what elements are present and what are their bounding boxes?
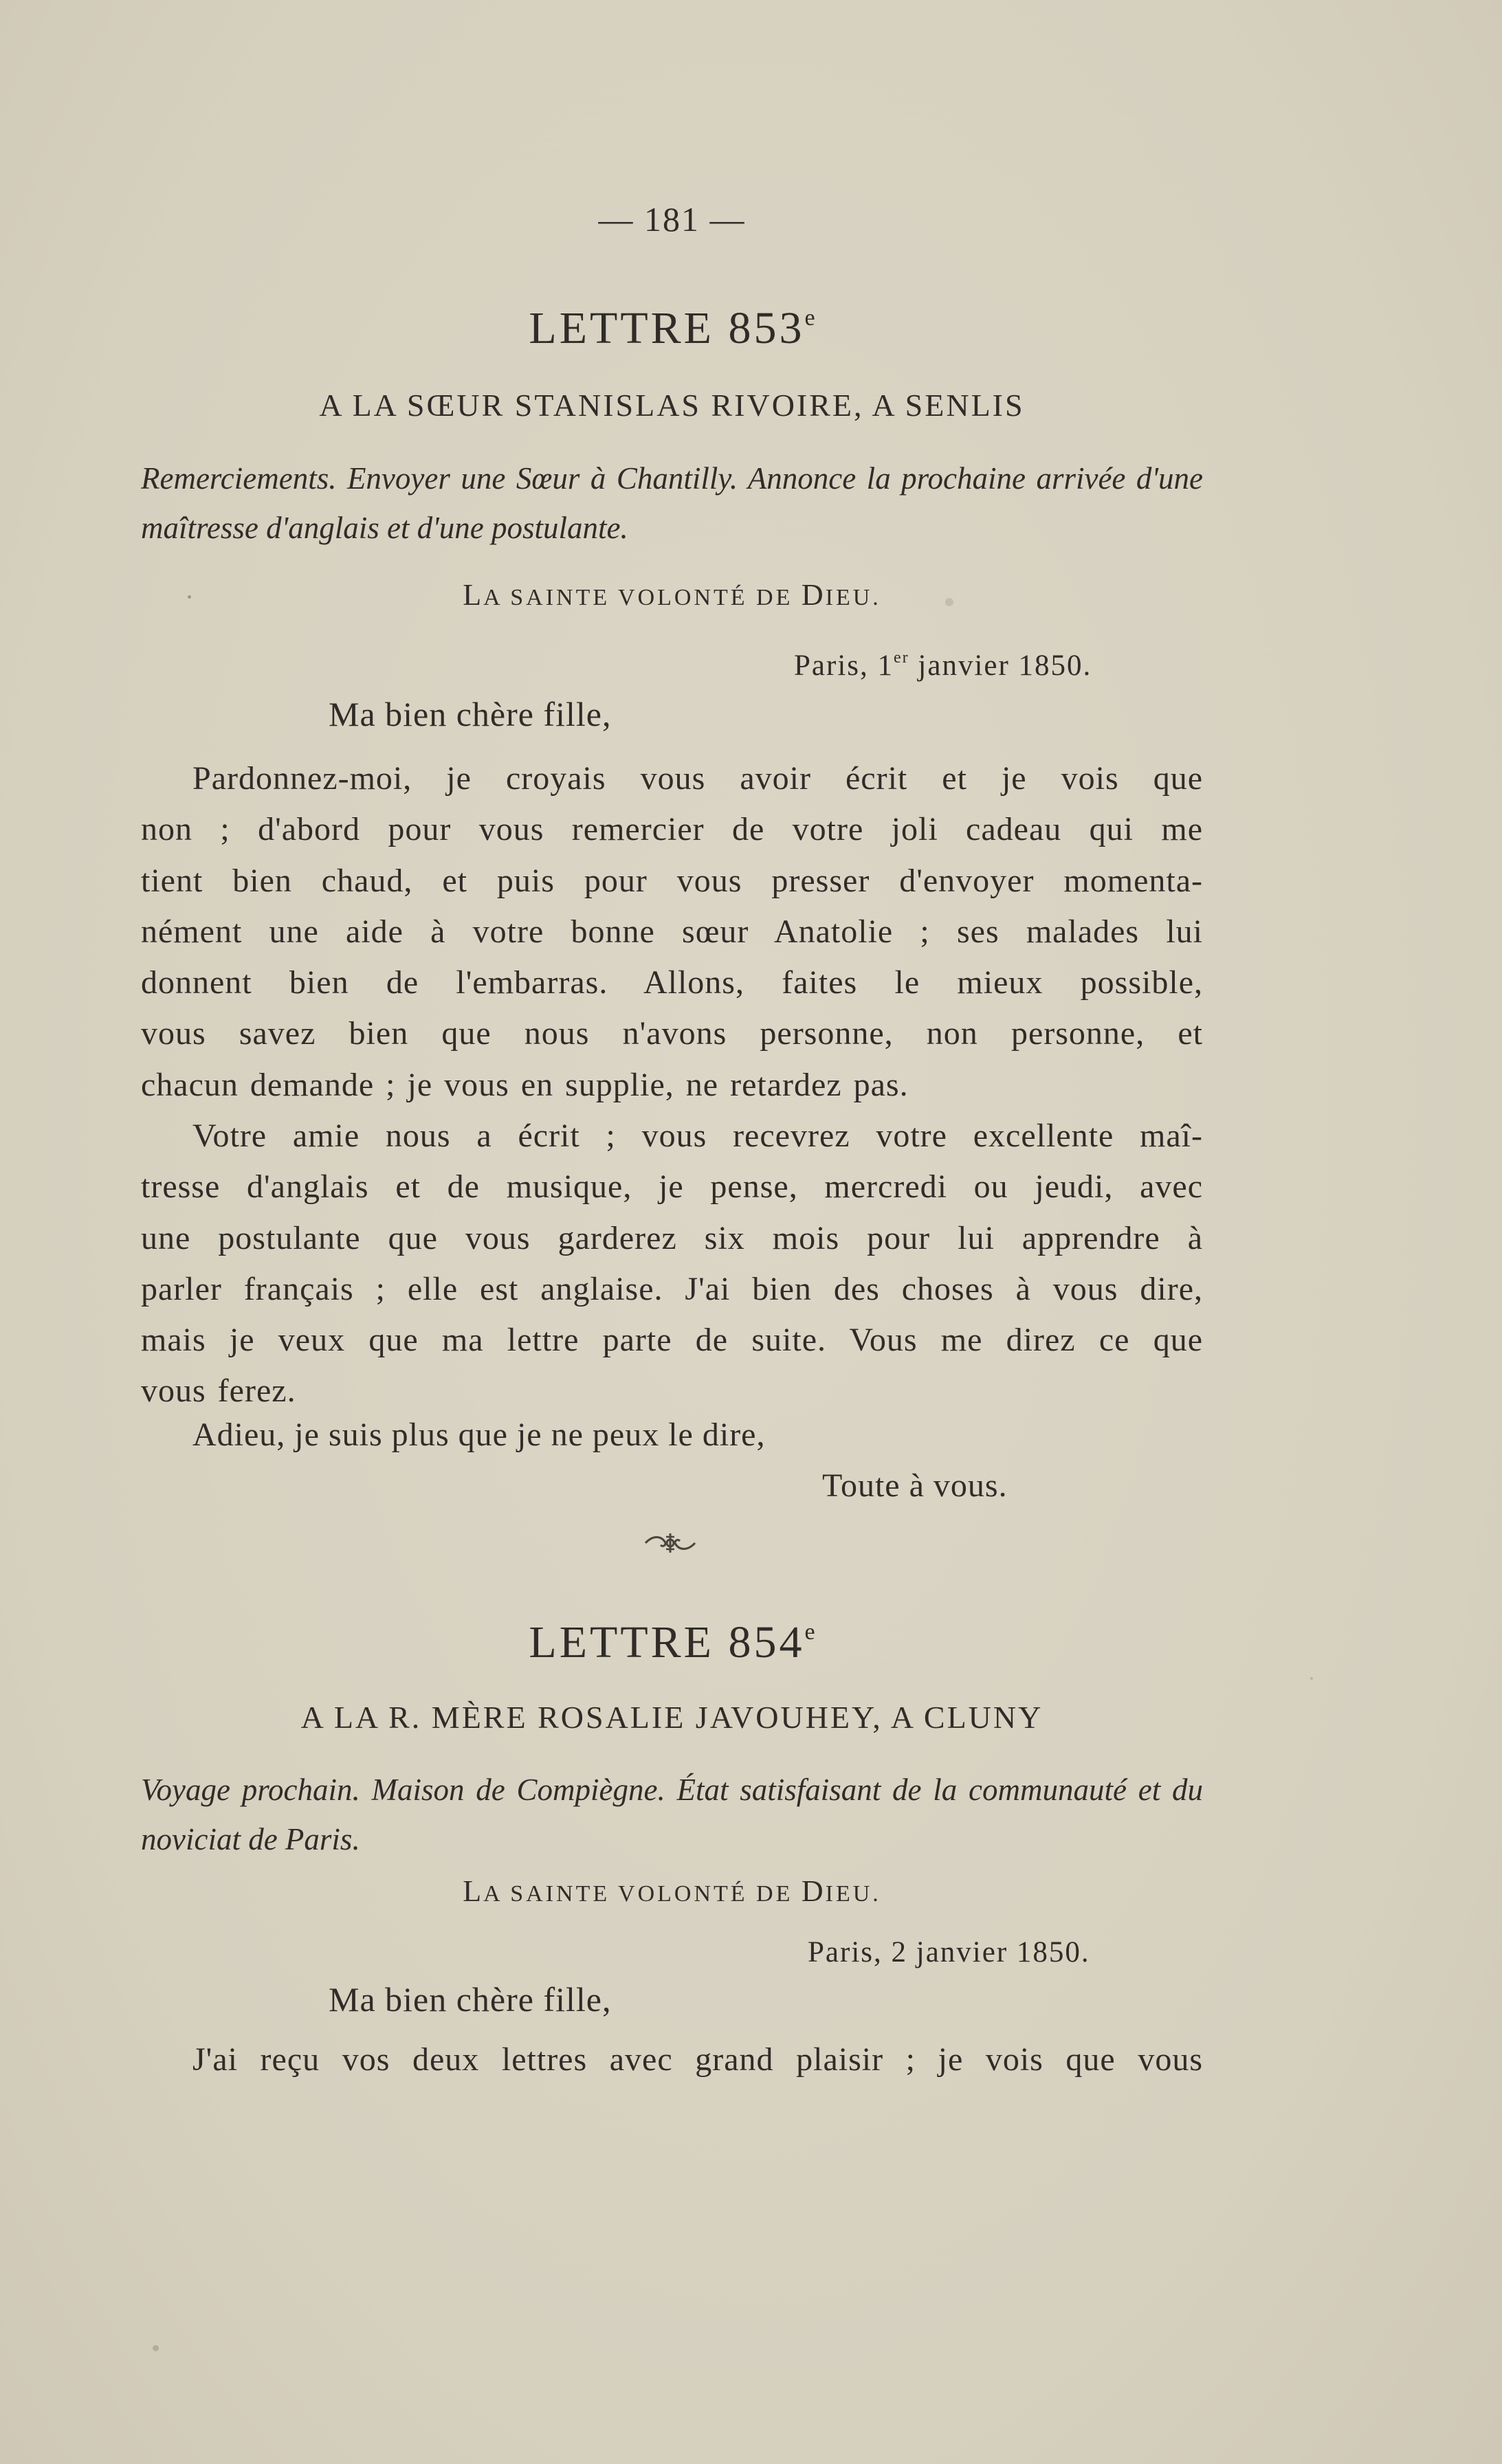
motto-la-rest: A (483, 585, 502, 610)
letter-853-motto (137, 577, 1206, 612)
page-number: — 181 — (598, 200, 746, 238)
letter-853-salutation: Ma bien chère fille, (329, 695, 612, 733)
letter-853-summary: Remerciements. Envoyer une Sœur à Chantilly. Annonce la prochaine arrivée d'une maîtresse d'anglais et d'une postulante. (141, 461, 1203, 545)
text-line: Pardonnez-moi, je croyais vous avoir écrit et je vois que (192, 760, 1203, 797)
dateline-sup: er (894, 649, 909, 667)
text-line: mais je veux que ma lettre parte de suite. Vous me direz ce que (141, 1322, 1203, 1359)
text-line: une postulante que vous garderez six mois pour lui apprendre à (141, 1219, 1203, 1256)
letter-853-paragraph-1 (141, 753, 1203, 1111)
letter-853-signature: Toute à vous. (822, 1467, 1008, 1504)
motto-la-initial: L (463, 1874, 484, 1908)
letter-854-title (137, 1617, 1206, 1669)
text-line: Votre amie nous a écrit ; vous recevrez votre excellente maî- (192, 1118, 1203, 1154)
paper-speck (945, 598, 953, 606)
paper-speck (188, 595, 191, 599)
text-line: nément une aide à votre bonne sœur Anatolie ; ses malades lui (141, 913, 1203, 950)
dateline-after: janvier 1850. (909, 650, 1092, 682)
letter-853-title (137, 302, 1206, 355)
text-line: tient bien chaud, et puis pour vous presser d'envoyer momenta- (141, 862, 1203, 899)
motto-la-rest: A (483, 1881, 502, 1907)
motto-dieu-rest: IEU. (825, 1881, 881, 1907)
text-line: parler français ; elle est anglaise. J'ai bien des choses à vous dire, (141, 1270, 1203, 1307)
letter-854-summary: Voyage prochain. Maison de Compiègne. État satisfaisant de la communauté et du noviciat de Paris. (141, 1773, 1203, 1856)
letter-853-recipient: A LA SŒUR STANISLAS RIVOIRE, A SENLIS (319, 388, 1025, 423)
text-line: non ; d'abord pour vous remercier de votre joli cadeau qui me (141, 811, 1203, 848)
letter-854-motto (137, 1874, 1206, 1909)
dateline-before: Paris, 1 (794, 650, 894, 682)
motto-dieu-initial: D (801, 578, 826, 612)
text-line: J'ai reçu vos deux lettres avec grand plaisir ; je vois que vous (192, 2041, 1203, 2078)
motto-dieu-rest: IEU. (825, 585, 881, 610)
paper-speck (1310, 1677, 1313, 1680)
letter-854-paragraph-1 (141, 2034, 1203, 2085)
fleuron-ornament-icon (643, 1531, 698, 1558)
letter-854-recipient: A LA R. MÈRE ROSALIE JAVOUHEY, A CLUNY (300, 1700, 1043, 1735)
text-line: vous ferez. (141, 1373, 296, 1410)
text-line: vous savez bien que nous n'avons personne, non personne, et (141, 1015, 1203, 1052)
motto-dieu-initial: D (801, 1874, 826, 1908)
motto-la-initial: L (463, 578, 484, 612)
motto-middle: SAINTE VOLONTÉ DE (501, 585, 802, 610)
letter-853-paragraph-2 (141, 1111, 1203, 1417)
paper-speck (153, 2345, 159, 2351)
letter-853-title-text: LETTRE 853 (529, 303, 805, 353)
letter-853-dateline (794, 649, 1092, 682)
letter-854-dateline (808, 1935, 1090, 1969)
letter-854-title-sup: e (804, 1619, 815, 1645)
text-line: chacun demande ; je vous en supplie, ne retardez pas. (141, 1066, 909, 1103)
letter-853-farewell: Adieu, je suis plus que je ne peux le dire, (192, 1417, 766, 1453)
dateline-before: Paris, 2 janvier 1850. (808, 1936, 1090, 1968)
motto-middle: SAINTE VOLONTÉ DE (501, 1881, 802, 1907)
text-line: donnent bien de l'embarras. Allons, faites le mieux possible, (141, 964, 1203, 1001)
letter-854-salutation: Ma bien chère fille, (329, 1980, 612, 2019)
text-line: tresse d'anglais et de musique, je pense, mercredi ou jeudi, avec (141, 1168, 1203, 1206)
letter-854-title-text: LETTRE 854 (529, 1617, 805, 1667)
letter-853-title-sup: e (804, 305, 815, 331)
